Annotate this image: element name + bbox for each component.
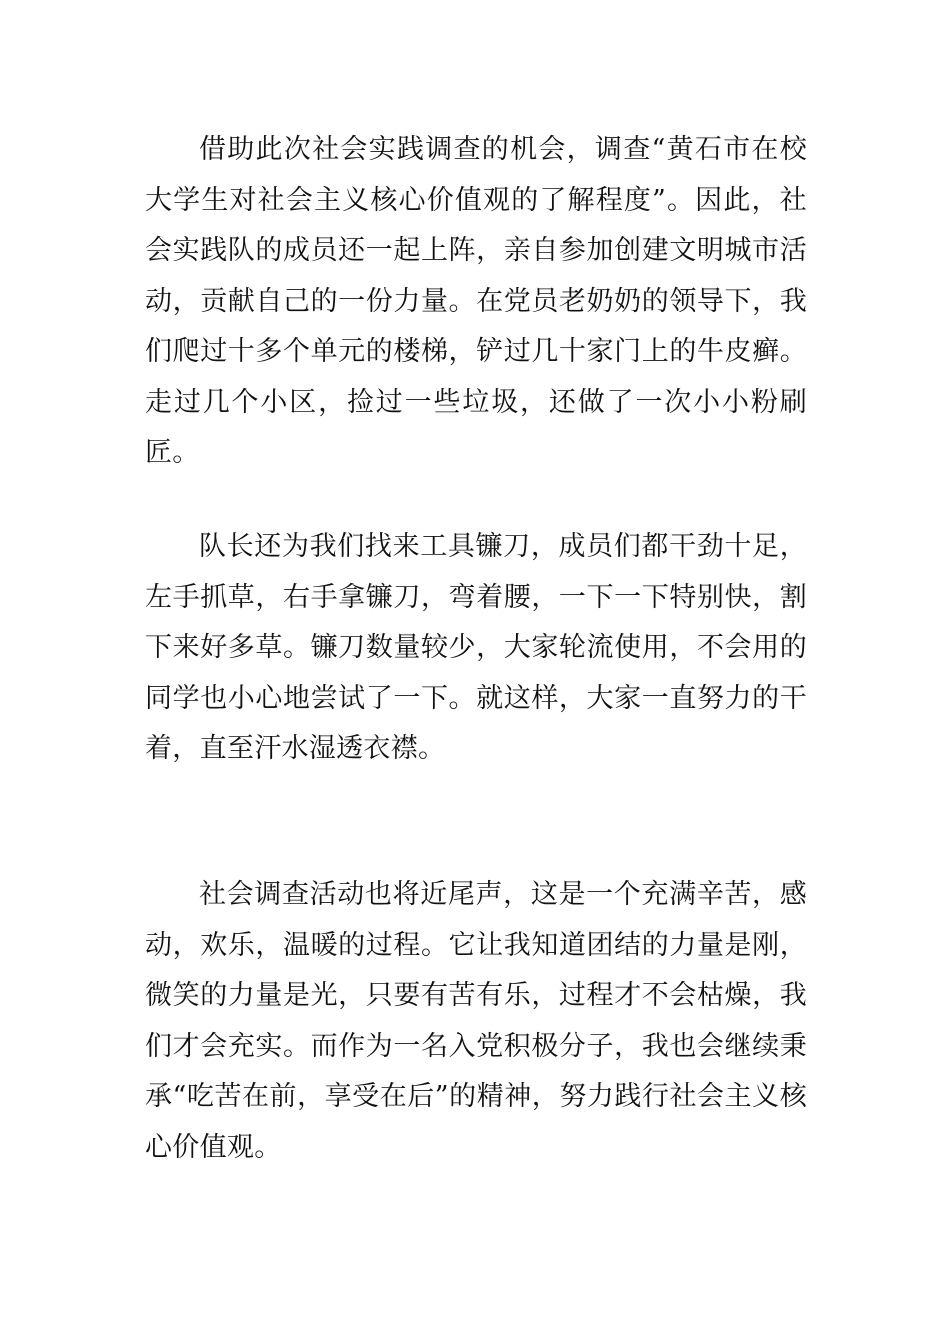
paragraph-3: 社会调查活动也将近尾声，这是一个充满辛苦，感动，欢乐，温暖的过程。它让我知道团结的力量是刚，微笑的力量是光，只要有苦有乐，过程才不会枯燥，我们才会充实。而作为一名入党积极分子，我也会继续秉承“吃苦在前，享受在后”的精神，努力践行社会主义核心价值观。 — [145, 879, 807, 1163]
paragraph-2: 队长还为我们找来工具镰刀，成员们都干劲十足，左手抓草，右手拿镰刀，弯着腰，一下一下特别快，割下来好多草。镰刀数量较少，大家轮流使用，不会用的同学也小心地尝试了一下。就这样，大家一直努力的干着，直至汗水湿透衣襟。 — [145, 531, 807, 764]
paragraph-1: 借助此次社会实践调查的机会，调查“黄石市在校大学生对社会主义核心价值观的了解程度”。因此，社会实践队的成员还一起上阵，亲自参加创建文明城市活动，贡献自己的一份力量。在党员老奶奶的领导下，我们爬过十多个单元的楼梯，铲过几十家门上的牛皮癣。走过几个小区，捡过一些垃圾，还做了一次小小粉刷匠。 — [145, 134, 807, 468]
